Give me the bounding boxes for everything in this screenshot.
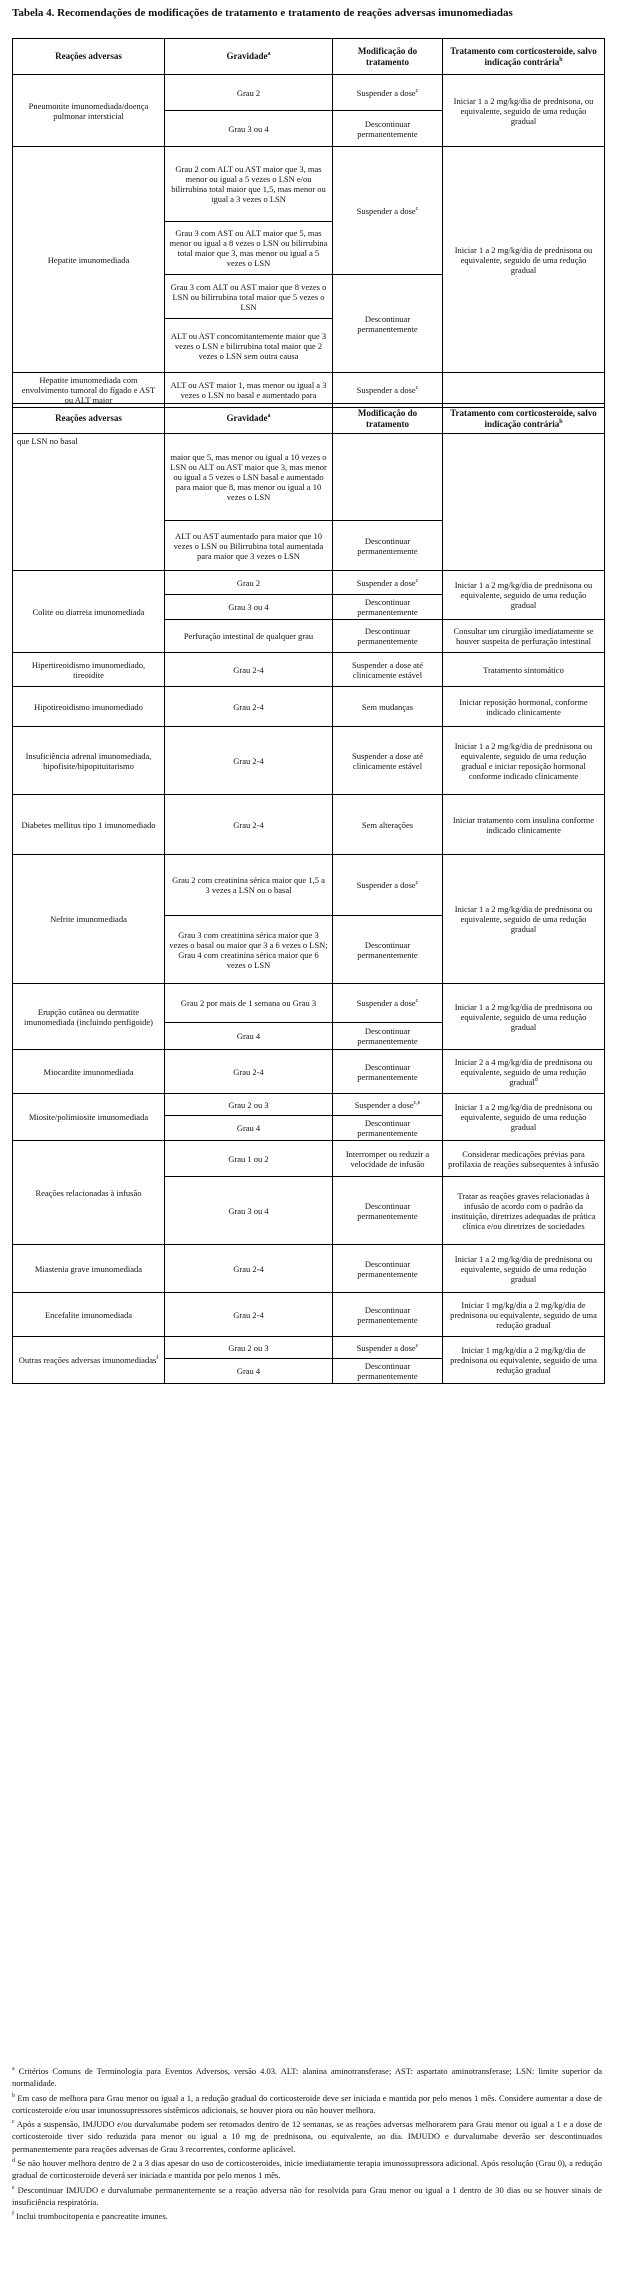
treatment-cell: Iniciar 1 mg/kg/dia a 2 mg/kg/dia de prednisona ou equivalente, seguido de uma redução gradual bbox=[443, 1337, 605, 1384]
severity-cell: maior que 5, mas menor ou igual a 10 vezes o LSN ou ALT ou AST maior que 3, mas menor ou igual a 5 vezes o LSN basal e aumentado para maior que 8, mas menor ou igual a 10 vezes o LSN bbox=[165, 434, 333, 521]
reaction-myositis: Miosite/polimiosite imunomediada bbox=[13, 1094, 165, 1141]
header-corticosteroid: Tratamento com corticosteroide, salvo indicação contrária$^b$ bbox=[443, 39, 605, 75]
reaction-myasthenia: Miastenia grave imunomediada bbox=[13, 1245, 165, 1293]
treatment-cell: Iniciar 1 a 2 mg/kg/dia de prednisona ou equivalente, seguido de uma redução gradual bbox=[443, 855, 605, 984]
severity-cell: Grau 3 com ALT ou AST maior que 8 vezes o LSN ou bilirrubina total maior que 5 vezes o LSN bbox=[165, 275, 333, 319]
header-severity: Gravidade$^a$ bbox=[165, 404, 333, 434]
reaction-hepatitis-tumor-cont: que LSN no basal bbox=[13, 434, 165, 571]
modification-cell: Suspender a dose$^c$ bbox=[333, 147, 443, 275]
reaction-infusion: Reações relacionadas à infusão bbox=[13, 1141, 165, 1245]
severity-cell: Grau 2 com creatinina sérica maior que 1,5 a 3 vezes a LSN ou o basal bbox=[165, 855, 333, 916]
severity-cell: Grau 2-4 bbox=[165, 1293, 333, 1337]
severity-cell: Grau 1 ou 2 bbox=[165, 1141, 333, 1177]
footnote-d: $^d$ Se não houver melhora dentro de 2 a 3 dias apesar do uso de corticosteroides, inicie imediatamente terapia imunossupressora adicional. Após resolução (Grau 0), a redução gradual de corticosteroide deverá ser iniciada e mantida por pelo menos 1 mês. bbox=[12, 2158, 603, 2181]
modification-cell bbox=[333, 434, 443, 521]
footnote-c: $^c$ Após a suspensão, IMJUDO e/ou durvalumabe podem ser retomados dentro de 12 semanas, se as reações adversas melhorarem para Grau menor ou igual a 1 e a dose de corticosteroide tiver sido reduzida para menor ou igual a 10 mg de prednisona, ou equivalente, ao dia. IMJUDO e durvalumabe deverão ser descontinuados permanentemente para reações adversas de Grau 3 recorrentes, conforme aplicável. bbox=[12, 2119, 602, 2154]
modification-cell: Descontinuar permanentemente bbox=[333, 521, 443, 571]
treatment-cell: Iniciar 1 a 2 mg/kg/dia de prednisona ou equivalente, seguido de uma redução gradual bbox=[443, 1245, 605, 1293]
adverse-reactions-table-part1 bbox=[12, 38, 605, 408]
severity-cell: Grau 2-4 bbox=[165, 727, 333, 795]
treatment-cell: Consultar um cirurgião imediatamente se houver suspeita de perfuração intestinal bbox=[443, 620, 605, 653]
treatment-cell bbox=[443, 434, 605, 571]
header-corticosteroid: Tratamento com corticosteroide, salvo indicação contrária$^b$ bbox=[443, 404, 605, 434]
footnote-b: $^b$ Em caso de melhora para Grau menor ou igual a 1, a redução gradual do corticosteroide deve ser iniciada e mantida por pelo menos 1 mês. Considere aumentar a dose de corticosteroide e/ou usar imunossupressores sistêmicos adicionais, se houver piora ou não houver melhora. bbox=[12, 2092, 603, 2115]
reaction-colitis: Colite ou diarreia imunomediada bbox=[13, 571, 165, 653]
severity-cell: Grau 2-4 bbox=[165, 795, 333, 855]
reaction-rash: Erupção cutânea ou dermatite imunomediada (incluindo penfigoide) bbox=[13, 984, 165, 1050]
modification-cell: Suspender a dose$^c$ bbox=[333, 855, 443, 916]
severity-cell: Perfuração intestinal de qualquer grau bbox=[165, 620, 333, 653]
modification-cell: Descontinuar permanentemente bbox=[333, 1050, 443, 1094]
severity-cell: Grau 2-4 bbox=[165, 653, 333, 687]
modification-cell: Interromper ou reduzir a velocidade de infusão bbox=[333, 1141, 443, 1177]
adverse-reactions-table-part2 bbox=[12, 403, 605, 1384]
treatment-cell: Iniciar 1 a 2 mg/kg/dia de prednisona ou equivalente, seguido de uma redução gradual bbox=[443, 147, 605, 373]
modification-cell: Descontinuar permanentemente bbox=[333, 1023, 443, 1050]
severity-cell: Grau 4 bbox=[165, 1116, 333, 1141]
modification-cell: Suspender a dose até clinicamente estável bbox=[333, 653, 443, 687]
header-reactions: Reações adversas bbox=[13, 39, 165, 75]
treatment-cell: Iniciar 1 a 2 mg/kg/dia de prednisona ou equivalente, seguido de uma redução gradual bbox=[443, 1094, 605, 1141]
modification-cell: Suspender a dose$^c$ bbox=[333, 571, 443, 595]
severity-cell: Grau 2 ou 3 bbox=[165, 1337, 333, 1359]
modification-cell: Descontinuar permanentemente bbox=[333, 1177, 443, 1245]
modification-cell: Suspender a dose$^c$ bbox=[333, 984, 443, 1023]
treatment-cell: Iniciar 2 a 4 mg/kg/dia de prednisona ou equivalente, seguido de uma redução gradual$^d$ bbox=[443, 1050, 605, 1094]
treatment-cell: Iniciar 1 a 2 mg/kg/dia de prednisona ou equivalente, seguido de uma redução gradual bbox=[443, 571, 605, 620]
treatment-cell: Iniciar reposição hormonal, conforme indicado clinicamente bbox=[443, 687, 605, 727]
severity-cell: Grau 3 ou 4 bbox=[165, 1177, 333, 1245]
footnote-f: $^f$ Inclui trombocitopenia e pancreatite imunes. bbox=[12, 2211, 168, 2222]
reaction-hepatitis-tumor: Hepatite imunomediada com envolvimento tumoral do fígado e AST ou ALT maior bbox=[13, 373, 165, 408]
severity-cell: Grau 2 por mais de 1 semana ou Grau 3 bbox=[165, 984, 333, 1023]
reaction-myocarditis: Miocardite imunomediada bbox=[13, 1050, 165, 1094]
reaction-other: Outras reações adversas imunomediadas$^f$ bbox=[13, 1337, 165, 1384]
reaction-hyperthyroidism: Hipertireoidismo imunomediado, tireoidite bbox=[13, 653, 165, 687]
reaction-adrenal: Insuficiência adrenal imunomediada, hipofisite/hipopituitarismo bbox=[13, 727, 165, 795]
modification-cell: Descontinuar permanentemente bbox=[333, 1245, 443, 1293]
modification-cell: Suspender a dose$^{c,e}$ bbox=[333, 1094, 443, 1116]
footnote-a: $^a$ Critérios Comuns de Terminologia para Eventos Adversos, versão 4.03. ALT: alanina aminotransferase; AST: aspartato aminotransferase; LSN: limite superior da normalidade. bbox=[12, 2066, 602, 2089]
reaction-hypothyroidism: Hipotireoidismo imunomediado bbox=[13, 687, 165, 727]
modification-cell: Descontinuar permanentemente bbox=[333, 916, 443, 984]
severity-cell: Grau 2-4 bbox=[165, 1245, 333, 1293]
severity-cell: ALT ou AST aumentado para maior que 10 vezes o LSN ou Bilirrubina total aumentada para maior que 3 vezes o LSN bbox=[165, 521, 333, 571]
treatment-cell: Iniciar 1 a 2 mg/kg/dia de prednisona ou equivalente, seguido de uma redução gradual bbox=[443, 984, 605, 1050]
modification-cell: Descontinuar permanentemente bbox=[333, 595, 443, 620]
modification-cell: Suspender a dose até clinicamente estável bbox=[333, 727, 443, 795]
modification-cell: Sem alterações bbox=[333, 795, 443, 855]
treatment-cell: Iniciar tratamento com insulina conforme indicado clinicamente bbox=[443, 795, 605, 855]
header-modification: Modificação do tratamento bbox=[333, 39, 443, 75]
reaction-nephritis: Nefrite imunomediada bbox=[13, 855, 165, 984]
modification-cell: Suspender a dose$^c$ bbox=[333, 373, 443, 408]
severity-cell: Grau 4 bbox=[165, 1359, 333, 1384]
modification-cell: Descontinuar permanentemente bbox=[333, 1359, 443, 1384]
severity-cell: Grau 2 ou 3 bbox=[165, 1094, 333, 1116]
severity-cell: Grau 4 bbox=[165, 1023, 333, 1050]
header-modification: Modificação do tratamento bbox=[333, 404, 443, 434]
severity-cell: Grau 2-4 bbox=[165, 687, 333, 727]
treatment-cell: Tratar as reações graves relacionadas à infusão de acordo com o padrão da instituição, diretrizes adequadas de prática clínica e/ou diretrizes de sociedades bbox=[443, 1177, 605, 1245]
modification-cell: Descontinuar permanentemente bbox=[333, 620, 443, 653]
reaction-encephalitis: Encefalite imunomediada bbox=[13, 1293, 165, 1337]
modification-cell: Sem mudanças bbox=[333, 687, 443, 727]
treatment-cell: Iniciar 1 a 2 mg/kg/dia de prednisona, ou equivalente, seguido de uma redução gradual bbox=[443, 75, 605, 147]
severity-cell: Grau 2 bbox=[165, 75, 333, 111]
severity-cell: Grau 2 bbox=[165, 571, 333, 595]
modification-cell: Suspender a dose$^c$ bbox=[333, 75, 443, 111]
modification-cell: Descontinuar permanentemente bbox=[333, 1293, 443, 1337]
modification-cell: Suspender a dose$^c$ bbox=[333, 1337, 443, 1359]
treatment-cell: Iniciar 1 mg/kg/dia a 2 mg/kg/dia de prednisona ou equivalente, seguido de uma redução gradual bbox=[443, 1293, 605, 1337]
severity-cell: Grau 3 com AST ou ALT maior que 5, mas menor ou igual a 8 vezes o LSN ou bilirrubina total maior que 3, mas menor ou igual a 5 vezes o LSN bbox=[165, 222, 333, 275]
header-reactions: Reações adversas bbox=[13, 404, 165, 434]
table-title: Tabela 4. Recomendações de modificações de tratamento e tratamento de reações adversas imunomediadas bbox=[12, 7, 513, 19]
modification-cell: Descontinuar permanentemente bbox=[333, 275, 443, 373]
reaction-hepatitis: Hepatite imunomediada bbox=[13, 147, 165, 373]
header-severity: Gravidade$^a$ bbox=[165, 39, 333, 75]
reaction-pneumonitis: Pneumonite imunomediada/doença pulmonar intersticial bbox=[13, 75, 165, 147]
modification-cell: Descontinuar permanentemente bbox=[333, 1116, 443, 1141]
severity-cell: Grau 3 ou 4 bbox=[165, 595, 333, 620]
treatment-cell: Tratamento sintomático bbox=[443, 653, 605, 687]
severity-cell: ALT ou AST concomitantemente maior que 3 vezes o LSN e bilirrubina total maior que 2 vezes o LSN sem outra causa bbox=[165, 319, 333, 373]
severity-cell: Grau 2 com ALT ou AST maior que 3, mas menor ou igual a 5 vezes o LSN e/ou bilirrubina total maior que 1,5, mas menor ou igual a 3 vezes o LSN bbox=[165, 147, 333, 222]
footnotes bbox=[12, 2065, 602, 2225]
severity-cell: ALT ou AST maior 1, mas menor ou igual a 3 vezes o LSN no basal e aumentado para bbox=[165, 373, 333, 408]
severity-cell: Grau 2-4 bbox=[165, 1050, 333, 1094]
severity-cell: Grau 3 ou 4 bbox=[165, 111, 333, 147]
severity-cell: Grau 3 com creatinina sérica maior que 3 vezes o basal ou maior que 3 a 6 vezes o LSN; Grau 4 com creatinina sérica maior que 6 vezes o LSN bbox=[165, 916, 333, 984]
treatment-cell: Iniciar 1 a 2 mg/kg/dia de prednisona ou equivalente, seguido de uma redução gradual e iniciar reposição hormonal conforme indicado clinicamente bbox=[443, 727, 605, 795]
treatment-cell: Considerar medicações prévias para profilaxia de reações subsequentes à infusão bbox=[443, 1141, 605, 1177]
reaction-diabetes: Diabetes mellitus tipo 1 imunomediado bbox=[13, 795, 165, 855]
footnote-e: $^e$ Descontinuar IMJUDO e durvalumabe permanentemente se a reação adversa não for resolvida para Grau menor ou igual a 1 dentro de 30 dias ou se houver sinais de insuficiência respiratória. bbox=[12, 2184, 602, 2207]
modification-cell: Descontinuar permanentemente bbox=[333, 111, 443, 147]
